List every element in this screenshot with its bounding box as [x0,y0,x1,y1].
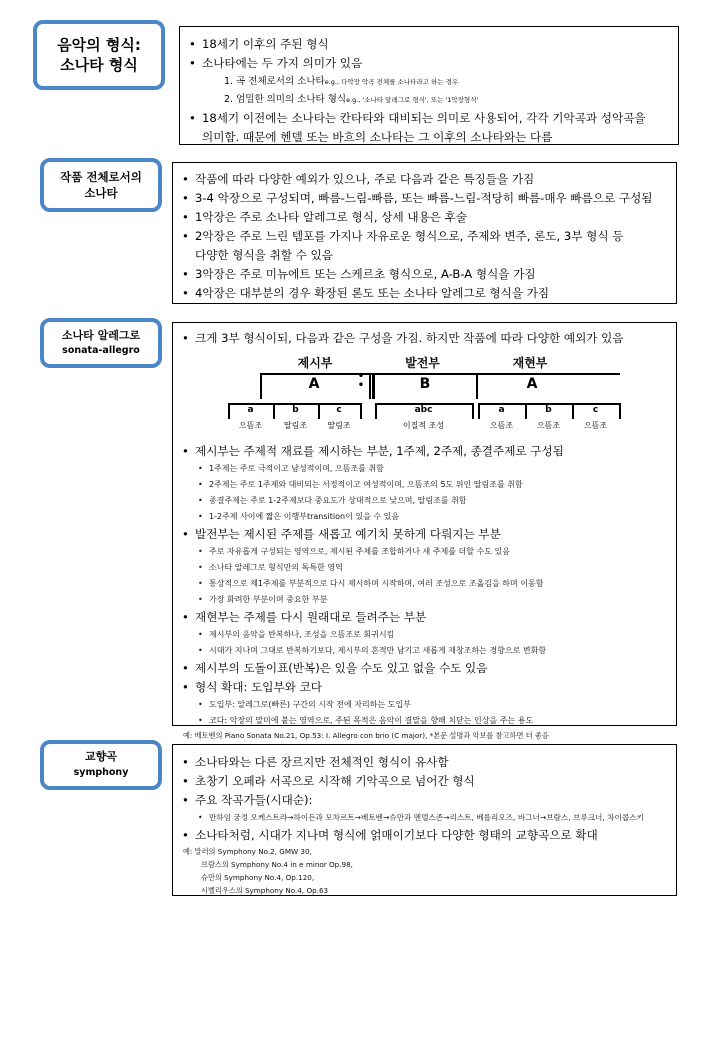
section-4-title-line2: symphony [73,767,129,778]
sub-bullet: • 종결주제는 주로 1-2주제보다 중요도가 상대적으로 낮으며, 딸림조를 취함 [173,493,676,509]
bullet-line: 2악장은 주로 느린 템포를 가지나 자유로운 형식으로, 주제와 변주, 론도, 3부 형식 등 [195,229,624,243]
sub-theme-letter: c [336,405,342,415]
section-2-title-line1: 작품 전체로서의 [60,170,142,184]
bullet: • 3-4 악장으로 구성되며, 빠름-느림-빠름, 또는 빠름-느림-적당히 빠름-매우 빠름으로 구성됨 [173,189,676,208]
top-bracket-line [260,373,620,375]
part-label-development: 발전부 [405,356,440,370]
sub-theme-key: 으뜸조 [583,421,608,430]
bullet: • 4악장은 대부분의 경우 확장된 론도 또는 소나타 알레그로 형식을 가짐 [173,284,676,303]
sub-theme-letter: a [498,405,505,415]
numbered-item-example: e.g., 다악장 악곡 전체를 소나타라고 하는 경우 [324,78,459,86]
numbered-item-text: 2. 엄밀한 의미의 소나타 형식 [224,94,347,105]
example-note: 예: 말러의 Symphony No.2, GMW 30, [183,847,312,856]
sub-bullet: • 2주제는 주로 1주제와 대비되는 서정적이고 여성적이며, 으뜸조의 5도 위인 딸림조를 취함 [173,477,676,493]
numbered-item [180,91,678,109]
bullet: • 재현부는 주제를 다시 원래대로 들려주는 부분 [173,608,676,627]
sub-bullet: • 코다: 악장의 말미에 붙는 영역으로, 주된 목적은 음악이 결말을 향해 치닫는 인상을 주는 용도 [173,713,676,729]
double-barline-thin [369,373,371,399]
section-2-title-line2: 소나타 [84,186,118,200]
section-1-content [179,26,679,145]
sonata-form-diagram [220,354,620,436]
bullet: • 발전부는 제시된 주제를 새롭고 예기치 못하게 다뤄지는 부분 [173,525,676,544]
sub-theme-letter: abc [414,405,433,415]
section-4-title-line1: 교향곡 [85,750,117,763]
sub-theme-key: 으뜸조 [489,421,514,430]
section-3-title-line2: sonata-allegro [62,345,140,356]
bullet: • 소나타와는 다른 장르지만 전체적인 형식이 유사함 [173,753,676,772]
bullet-line: 다양한 형식을 취할 수 있음 [195,248,333,262]
bullet: • 3악장은 주로 미뉴에트 또는 스케르초 형식으로, A-B-A 형식을 가짐 [173,265,676,284]
bullet-line: 의미함. 때문에 헨델 또는 바흐의 소나타는 그 이후의 소나타와는 다름 [202,130,553,144]
sub-bullet: • 가장 화려한 부분이며 중요한 부분 [173,592,676,608]
sub-bullet: • 시대가 지나며 그대로 반복하기보다, 제시부의 흔적만 남기고 새롭게 재창조하는 경향으로 변화함 [173,643,676,659]
sub-bullet: • 통상적으로 제1주제를 부분적으로 다시 제시하며 시작하며, 여러 조성으로 조옮김을 하며 이동함 [173,576,676,592]
sub-bracket-tick [360,403,362,419]
sub-bracket-tick [472,403,474,419]
section-letter-a: A [308,376,320,392]
bullet-line: 18세기 이전에는 소나타는 칸타타와 대비되는 의미로 사용되어, 각각 기악곡과 성악곡을 [202,111,646,125]
sub-theme-key: 딸림조 [283,421,308,430]
section-4-label [40,740,162,790]
sub-theme-letter: a [247,405,254,415]
bullet: • 1악장은 주로 소나타 알레그로 형식, 상세 내용은 후술 [173,208,676,227]
section-3-title-line1: 소나타 알레그로 [61,329,141,342]
sub-bullet: • 1주제는 주로 극적이고 남성적이며, 으뜸조를 취함 [173,461,676,477]
sub-bullet: • 1-2주제 사이에 짧은 이행부transition이 있을 수 있음 [173,509,676,525]
section-4-content [172,744,677,896]
example-note: 예: 베토벤의 Piano Sonata No.21, Op.53: I. Allegro con brio (C major), *본문 설명과 악보를 참고하면 더 좋음 [183,731,549,740]
part-label-exposition: 제시부 [297,356,333,370]
bullet: • 작품에 따라 다양한 예외가 있으나, 주로 다음과 같은 특징들을 가짐 [173,170,676,189]
sub-bullet: • 도입부: 알레그로(빠른) 구간의 시작 전에 자리하는 도입부 [173,697,676,713]
sub-theme-key: 딸림조 [327,421,351,430]
example-note: 슈만의 Symphony No.4, Op.120, [201,873,315,882]
bullet: • 소나타에는 두 가지 의미가 있음 [180,54,678,73]
numbered-item [180,73,678,91]
sub-bracket-tick [619,403,621,419]
sub-bullet: • 소나타 알레그로 형식만의 독특한 영역 [173,560,676,576]
sub-theme-key: 이질적 조성 [402,421,445,430]
bullet: • 제시부는 주제적 재료를 제시하는 부분, 1주제, 2주제, 종결주제로 구성됨 [173,442,676,461]
bullet: • 주요 작곡가들(시대순): [173,791,676,810]
section-1-title-line2: 소나타 형식 [60,56,138,74]
section-1-label [33,20,165,90]
sub-theme-key: 으뜸조 [238,421,263,430]
section-2-label [40,158,162,212]
bullet: • 형식 확대: 도입부와 코다 [173,678,676,697]
bullet [173,227,676,265]
sub-bullet: • 제시부의 음악을 반복하나, 조성을 으뜸조로 회귀시킴 [173,627,676,643]
example-note: 브람스의 Symphony No.4 in e minor Op.98, [201,860,353,869]
bullet: • 제시부의 도돌이표(반복)은 있을 수도 있고 없을 수도 있음 [173,659,676,678]
bullet [180,109,678,147]
repeat-sign: • • [357,371,365,391]
sub-bullet: • 주로 자유롭게 구성되는 영역으로, 제시된 주제를 조합하거나 새 주제를 더할 수도 있음 [173,544,676,560]
section-1-title-line1: 음악의 형식: [57,36,141,54]
part-label-recapitulation: 재현부 [512,356,548,370]
section-letter-a: A [526,376,538,392]
bullet: • 초창기 오페라 서곡으로 시작해 기악곡으로 넘어간 형식 [173,772,676,791]
bullet: • 18세기 이후의 주된 형식 [180,35,678,54]
sub-theme-key: 으뜸조 [536,421,561,430]
section-2-content [172,162,677,304]
numbered-item-text: 1. 곡 전체로서의 소나타 [224,76,325,87]
section-3-label [40,318,162,368]
numbered-item-example: e.g., '소나타 알레그로 형식', 또는 '1악장형식' [346,96,479,104]
bullet: • 소나타처럼, 시대가 지나며 형식에 얽매이기보다 다양한 형태의 교향곡으로 확대 [173,826,676,845]
sub-theme-letter: c [592,405,599,415]
sub-theme-letter: b [545,405,552,415]
bullet: • 크게 3부 형식이되, 다음과 같은 구성을 가짐. 하지만 작품에 따라 다양한 예외가 있음 [173,329,676,348]
example-note: 시벨리우스의 Symphony No.4, Op.63 [201,886,329,895]
sub-theme-letter: b [292,405,299,415]
sub-bullet: • 만하임 궁정 오케스트라→하이든과 모차르트→베토벤→슈만과 멘델스존→리스트, 베를리오즈, 바그너→브람스, 브루크너, 차이콥스키 [173,810,676,826]
section-letter-b: B [419,376,431,392]
